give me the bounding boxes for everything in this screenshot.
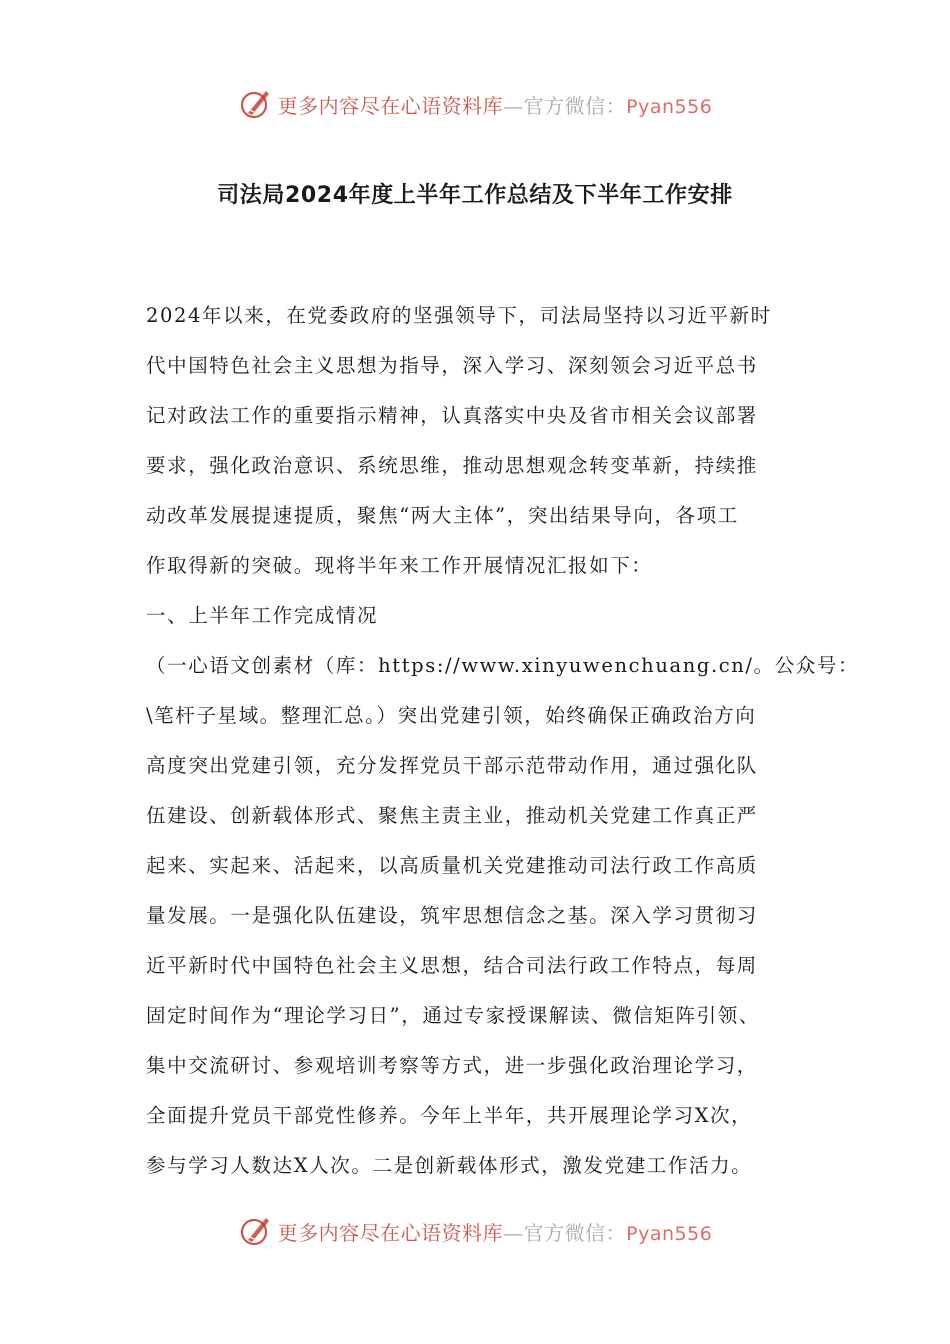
watermark-text bbox=[278, 1217, 713, 1246]
body-line: 要求，强化政治意识、系统思维，推动思想观念转变革新，持续推 bbox=[146, 454, 758, 477]
watermark-label: 官方微信： bbox=[523, 1220, 627, 1245]
body-line: 高度突出党建引领，充分发挥党员干部示范带动作用，通过强化队 bbox=[146, 754, 758, 777]
body-line: 参与学习人数达X人次。二是创新载体形式，激发党建工作活力。 bbox=[146, 1154, 753, 1177]
watermark-separator: — bbox=[503, 1220, 524, 1245]
body-line: 起来、实起来、活起来，以高质量机关党建推动司法行政工作高质 bbox=[146, 854, 758, 877]
watermark-handle: Pyan556 bbox=[626, 95, 713, 118]
watermark-label: 官方微信： bbox=[523, 93, 627, 118]
watermark-separator: — bbox=[503, 93, 524, 118]
body-line: 伍建设、创新载体形式、聚焦主责主业，推动机关党建工作真正严 bbox=[146, 804, 758, 827]
watermark-text bbox=[278, 90, 713, 119]
body-line: 记对政法工作的重要指示精神，认真落实中央及省市相关会议部署 bbox=[146, 404, 758, 427]
body-line: \笔杆子星域。整理汇总。）突出党建引领，始终确保正确政治方向 bbox=[146, 704, 757, 727]
document-title: 司法局2024年度上半年工作总结及下半年工作安排 bbox=[217, 183, 733, 208]
body-line: 集中交流研讨、参观培训考察等方式，进一步强化政治理论学习， bbox=[146, 1054, 758, 1077]
body-line: 近平新时代中国特色社会主义思想，结合司法行政工作特点，每周 bbox=[146, 954, 758, 977]
body-line: 动改革发展提速提质，聚焦“两大主体”，突出结果导向，各项工 bbox=[146, 504, 739, 527]
body-line: 量发展。一是强化队伍建设，筑牢思想信念之基。深入学习贯彻习 bbox=[146, 904, 758, 927]
watermark-banner-top bbox=[0, 84, 950, 124]
quill-pen-circle-icon bbox=[238, 86, 274, 122]
watermark-banner-bottom bbox=[0, 1211, 950, 1251]
watermark-main: 更多内容尽在心语资料库 bbox=[277, 1220, 504, 1245]
section-heading: 一、上半年工作完成情况 bbox=[146, 604, 379, 627]
body-line: 2024年以来，在党委政府的坚强领导下，司法局坚持以习近平新时 bbox=[146, 304, 772, 327]
body-line: 作取得新的突破。现将半年来工作开展情况汇报如下： bbox=[146, 554, 653, 577]
document-body bbox=[146, 295, 860, 1195]
quill-pen-circle-icon bbox=[238, 1213, 274, 1249]
body-line: 固定时间作为“理论学习日”，通过专家授课解读、微信矩阵引领、 bbox=[146, 1004, 760, 1027]
watermark-handle: Pyan556 bbox=[626, 1222, 713, 1245]
body-line: 代中国特色社会主义思想为指导，深入学习、深刻领会习近平总书 bbox=[146, 354, 758, 377]
body-line: （一心语文创素材（库：https://www.xinyuwenchuang.cn/。公众号： bbox=[146, 654, 860, 677]
body-line: 全面提升党员干部党性修养。今年上半年，共开展理论学习X次， bbox=[146, 1104, 753, 1127]
watermark-main: 更多内容尽在心语资料库 bbox=[277, 93, 504, 118]
